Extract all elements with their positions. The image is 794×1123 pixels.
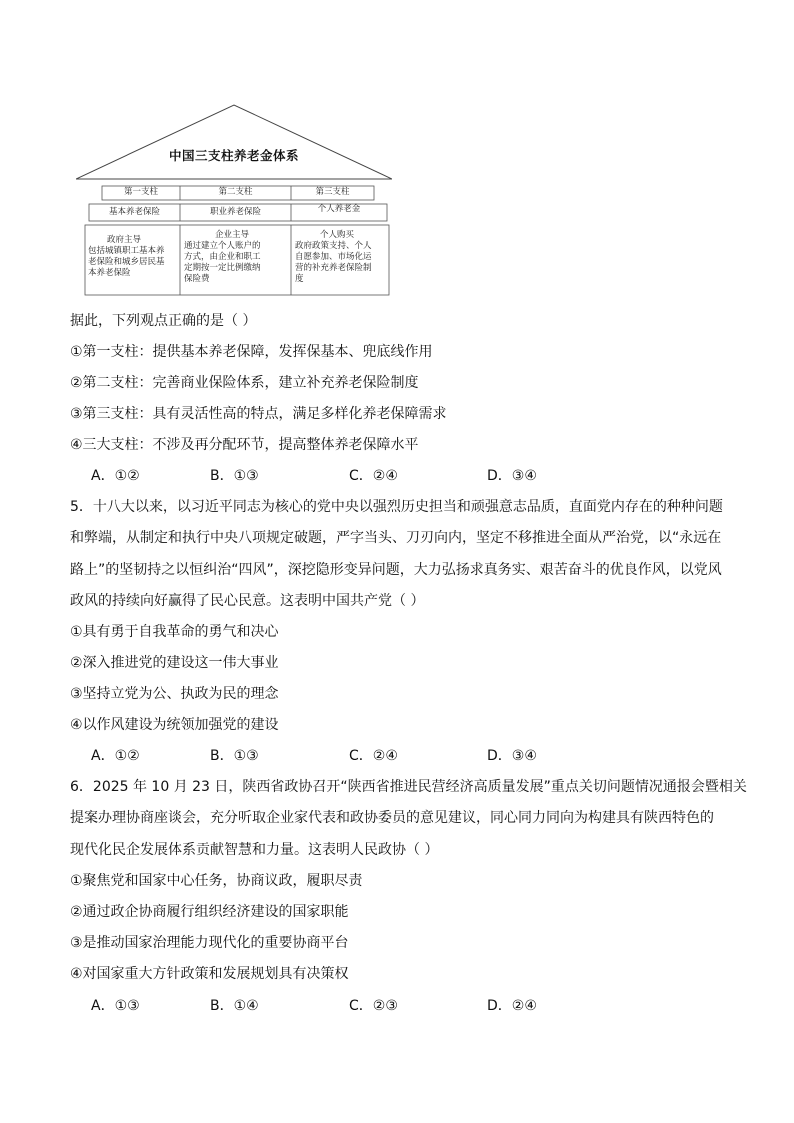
- q5-item-1: ①具有勇于自我革命的勇气和决心: [70, 624, 279, 640]
- q4-option-d[interactable]: D．③④: [487, 468, 537, 484]
- q4-stem: 据此，下列观点正确的是（ ）: [70, 313, 257, 329]
- q5-option-a[interactable]: A．①②: [91, 748, 140, 764]
- q6-option-a[interactable]: A．①③: [91, 998, 140, 1014]
- q4-option-a[interactable]: A．①②: [91, 468, 140, 484]
- q5-item-4: ④以作风建设为统领加强党的建设: [70, 717, 279, 733]
- q4-option-c[interactable]: C．②④: [349, 468, 398, 484]
- q5-option-c[interactable]: C．②④: [349, 748, 398, 764]
- q6-stem-line-3: 现代化民企发展体系贡献智慧和力量。这表明人民政协（ ）: [70, 842, 439, 858]
- q4-item-4: ④三大支柱：不涉及再分配环节，提高整体养老保障水平: [70, 437, 419, 453]
- diagram-title: 中国三支柱养老金体系: [168, 148, 299, 163]
- pillar-2-desc: 企业主导 通过建立个人账户的 方式，由企业和职工 定期按一定比例缴纳 保险费: [184, 230, 261, 284]
- pension-pillars-diagram: [76, 104, 392, 296]
- q6-option-c[interactable]: C．②③: [349, 998, 398, 1014]
- q5-stem-line-3: 路上”的坚韧持之以恒纠治“四风”，深挖隐形变异问题，大力弘扬求真务实、艰苦奋斗的优良作风，以党风: [70, 562, 722, 578]
- q6-item-1: ①聚焦党和国家中心任务，协商议政，履职尽责: [70, 873, 363, 889]
- pillar-3-desc: 个人购买 政府政策支持、个人 自愿参加、市场化运 营的补充养老保险制 度: [295, 230, 372, 284]
- q6-item-4: ④对国家重大方针政策和发展规划具有决策权: [70, 966, 349, 982]
- q6-item-3: ③是推动国家治理能力现代化的重要协商平台: [70, 935, 349, 951]
- q4-item-2: ②第二支柱：完善商业保险体系，建立补充养老保险制度: [70, 375, 419, 391]
- q5-stem-line-1: 5．十八大以来，以习近平同志为核心的党中央以强烈历史担当和顽强意志品质，直面党内存在的种种问题: [70, 499, 723, 515]
- q5-item-2: ②深入推进党的建设这一伟大事业: [70, 655, 279, 671]
- pillar-2-type: 职业养老保险: [209, 207, 261, 217]
- pillar-2-name: 第二支柱: [218, 187, 253, 197]
- q5-stem-line-2: 和弊端，从制定和执行中央八项规定破题，严字当头、刀刃向内，坚定不移推进全面从严治党，以“永远在: [70, 530, 722, 546]
- q6-stem-line-1: 6．2025 年 10 月 23 日，陕西省政协召开“陕西省推进民营经济高质量发展”重点关切问题情况通报会暨相关: [70, 779, 747, 795]
- q6-option-d[interactable]: D．②④: [487, 998, 537, 1014]
- q6-option-b[interactable]: B．①④: [210, 998, 259, 1014]
- pillar-3-name: 第三支柱: [315, 187, 350, 197]
- pillar-1-desc: 政府主导 包括城镇职工基本养 老保险和城乡居民基 本养老保险: [88, 235, 165, 278]
- pillar-1-name: 第一支柱: [123, 187, 158, 197]
- pillar-1-type: 基本养老保险: [108, 207, 160, 217]
- q5-stem-line-4: 政风的持续向好赢得了民心民意。这表明中国共产党（ ）: [70, 593, 425, 609]
- q4-item-1: ①第一支柱：提供基本养老保障，发挥保基本、兜底线作用: [70, 344, 433, 360]
- q4-item-3: ③第三支柱：具有灵活性高的特点，满足多样化养老保障需求: [70, 406, 447, 422]
- q5-option-b[interactable]: B．①③: [210, 748, 259, 764]
- q6-item-2: ②通过政企协商履行组织经济建设的国家职能: [70, 904, 349, 920]
- q5-option-d[interactable]: D．③④: [487, 748, 537, 764]
- q5-item-3: ③坚持立党为公、执政为民的理念: [70, 686, 279, 702]
- pillar-3-type: 个人养老金: [317, 204, 361, 214]
- q6-stem-line-2: 提案办理协商座谈会，充分听取企业家代表和政协委员的意见建议，同心同力同向为构建具有陕西特色的: [70, 810, 714, 826]
- q4-option-b[interactable]: B．①③: [210, 468, 259, 484]
